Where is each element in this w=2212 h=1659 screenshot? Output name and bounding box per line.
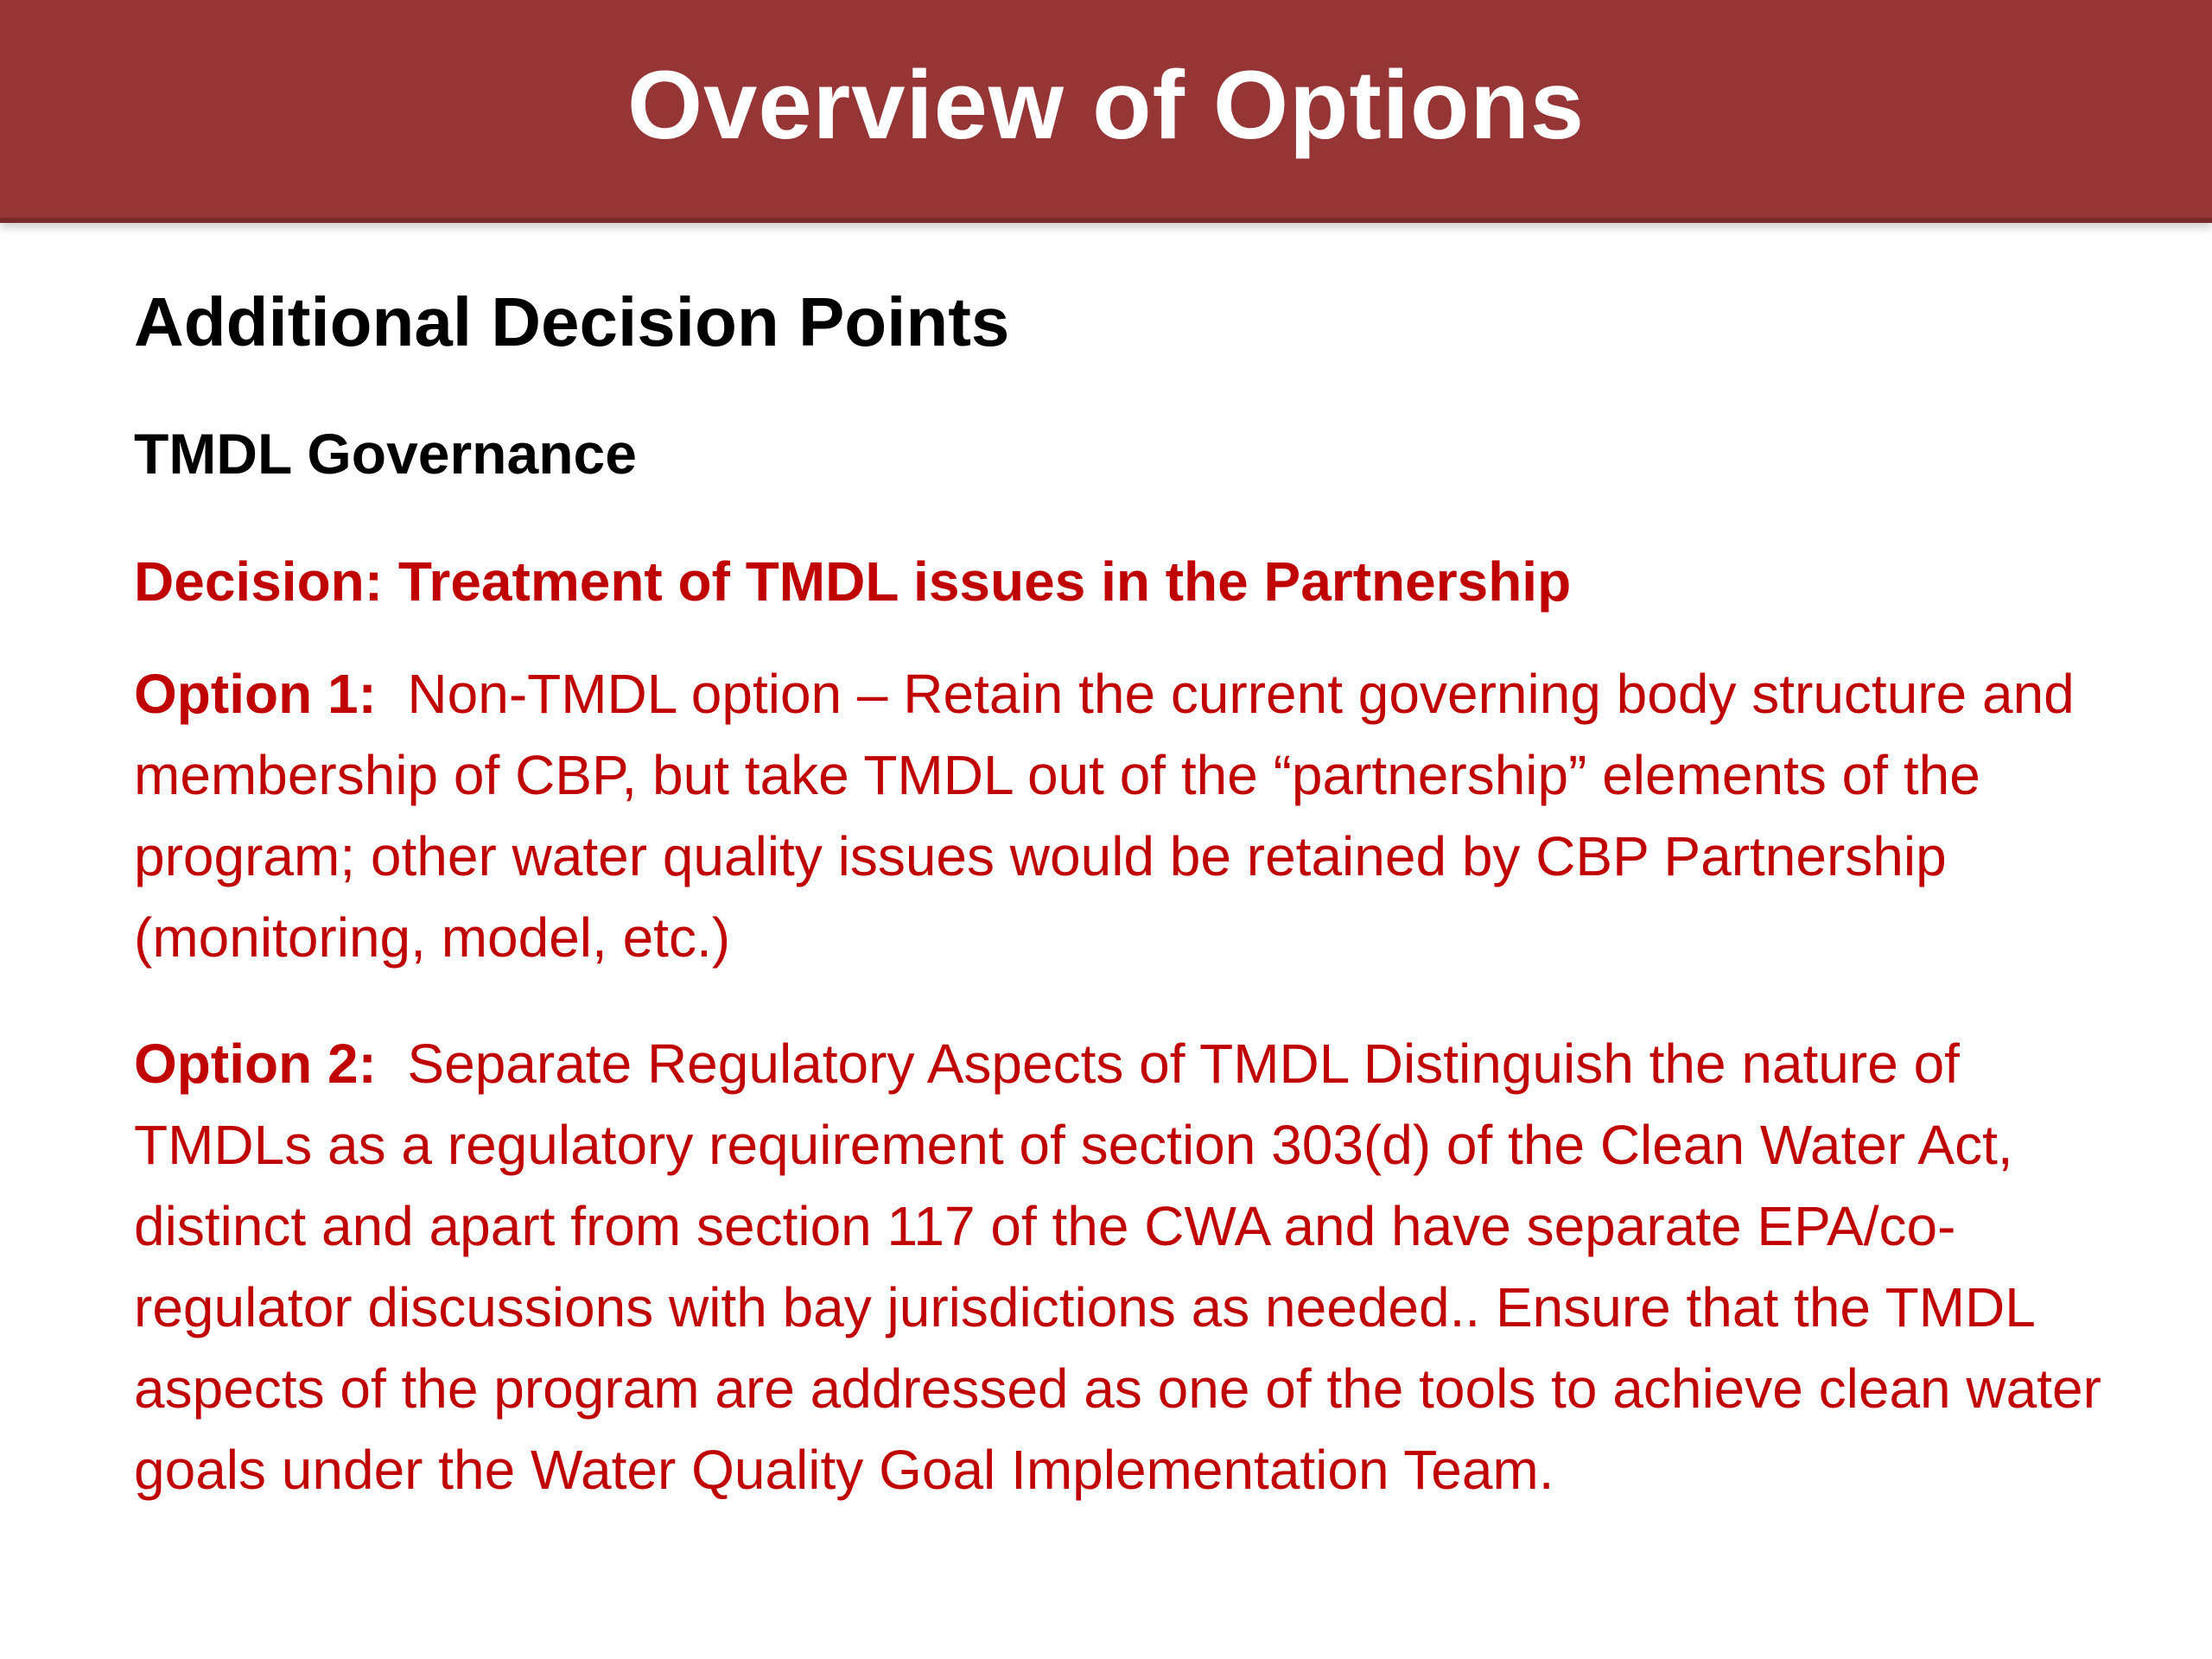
option-1-label: Option 1: (134, 663, 377, 725)
slide-content (134, 275, 2121, 1510)
decision-statement: Decision: Treatment of TMDL issues in the Partnership (134, 550, 1572, 613)
option-1 (134, 653, 2121, 978)
section-subheading: TMDL Governance (134, 422, 637, 486)
option-2-text: Separate Regulatory Aspects of TMDL Distinguish the nature of TMDLs as a regulatory requirement of section 303(d) of the Clean Water Act, distinct and apart from section 117 of the CWA and have separate EPA/co-regulator discussions with bay jurisdictions as needed.. Ensure that the TMDL aspects of the program are addressed as one of the tools to achieve clean water goals under the Water Quality Goal Implementation Team. (134, 1033, 2101, 1501)
title-bar (0, 0, 2212, 223)
slide-title: Overview of Options (626, 50, 1586, 159)
option-2-label: Option 2: (134, 1033, 377, 1095)
option-2 (134, 1023, 2121, 1510)
option-1-text: Non-TMDL option – Retain the current governing body structure and membership of CBP, but take TMDL out of the “partnership” elements of the program; other water quality issues would be retained by CBP Partnership (monitoring, model, etc.) (134, 663, 2075, 969)
section-heading: Additional Decision Points (134, 283, 1010, 360)
